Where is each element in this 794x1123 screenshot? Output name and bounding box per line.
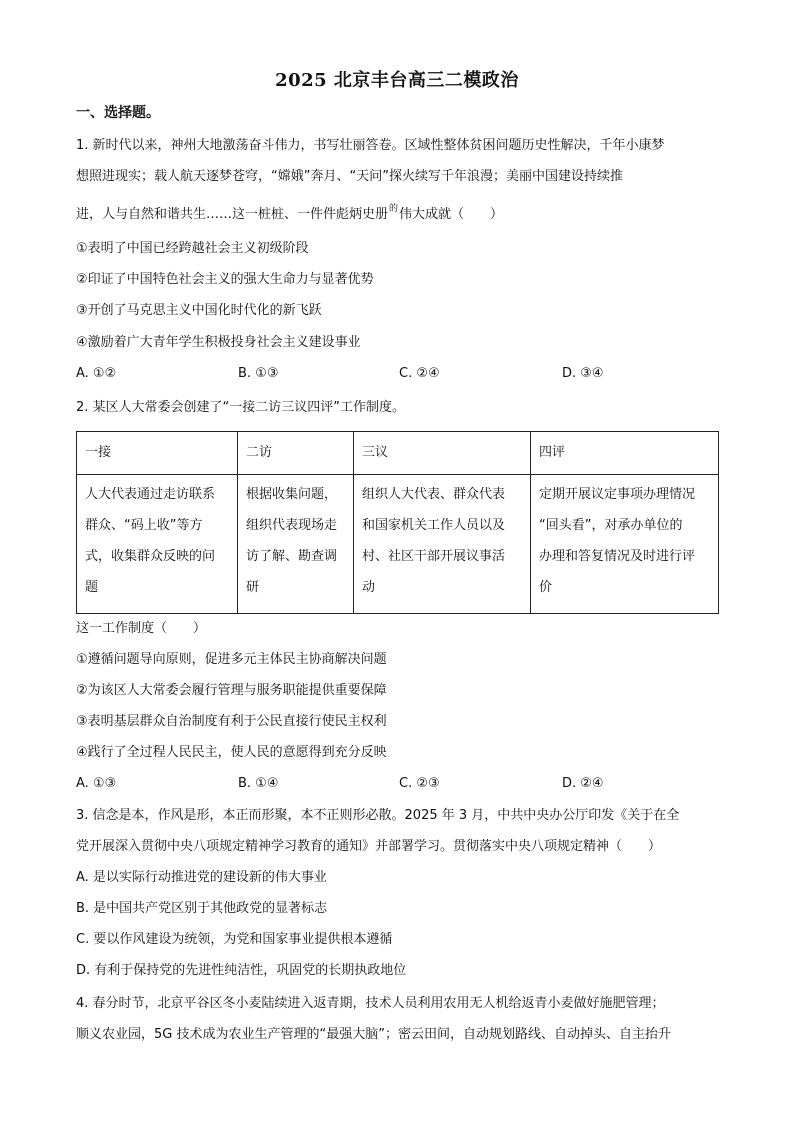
q1-stem-superscript: 的 bbox=[389, 204, 399, 214]
table-cell-line: 组织代表现场走 bbox=[246, 518, 338, 533]
q1-stem-text: 伟大成就（ ） bbox=[399, 207, 504, 222]
table-cell-line: 办理和答复情况及时进行评 bbox=[539, 549, 696, 564]
table-cell bbox=[77, 475, 238, 614]
q3-stem-line: 3. 信念是本，作风是形，本正而形聚，本不正则形必散。2025 年 3 月，中共中央办公厅印发《关于在全 bbox=[76, 808, 680, 823]
q2-question: 这一工作制度（ ） bbox=[76, 621, 207, 636]
q4-stem-line: 顺义农业园，5G 技术成为农业生产管理的“最强大脑”；密云田间，自动规划路线、自动掉头、自主抬升 bbox=[76, 1027, 671, 1042]
q3-choice-b[interactable]: B. 是中国共产党区别于其他政党的显著标志 bbox=[76, 901, 328, 916]
q4-stem-line: 4. 春分时节，北京平谷区冬小麦陆续进入返青期，技术人员利用农用无人机给返青小麦做好施肥管理； bbox=[76, 996, 665, 1011]
q2-item: ③表明基层群众自治制度有利于公民直接行使民主权利 bbox=[76, 714, 387, 729]
q2-option-c[interactable]: C. ②③ bbox=[399, 776, 440, 791]
q2-option-b[interactable]: B. ①④ bbox=[238, 776, 279, 791]
q1-option-d[interactable]: D. ③④ bbox=[562, 366, 604, 381]
work-system-table bbox=[76, 431, 719, 614]
table-header-cell: 一接 bbox=[77, 432, 238, 475]
table-cell-line: 定期开展议定事项办理情况 bbox=[539, 487, 696, 502]
q1-option-c[interactable]: C. ②④ bbox=[399, 366, 440, 381]
table-cell bbox=[238, 475, 354, 614]
table-cell-line: 访了解、勘查调 bbox=[246, 549, 338, 564]
table-cell-line: 式，收集群众反映的问 bbox=[85, 549, 216, 564]
q1-stem-text: 进，人与自然和谐共生……这一桩桩、一件件彪炳史册 bbox=[76, 207, 389, 222]
table-cell-line: 研 bbox=[246, 580, 260, 595]
q1-item: ④激励着广大青年学生积极投身社会主义建设事业 bbox=[76, 335, 361, 350]
table-cell-line: “回头看”，对承办单位的 bbox=[539, 518, 683, 533]
table-cell bbox=[354, 475, 531, 614]
q2-option-a[interactable]: A. ①③ bbox=[76, 776, 117, 791]
q2-stem: 2. 某区人大常委会创建了“一接二访三议四评”工作制度。 bbox=[76, 400, 406, 415]
q1-stem-line bbox=[76, 206, 726, 225]
q3-choice-d[interactable]: D. 有利于保持党的先进性纯洁性，巩固党的长期执政地位 bbox=[76, 963, 407, 978]
q1-item: ①表明了中国已经跨越社会主义初级阶段 bbox=[76, 241, 309, 256]
table-cell bbox=[531, 475, 719, 614]
section-heading: 一、选择题。 bbox=[76, 105, 160, 121]
q1-option-a[interactable]: A. ①② bbox=[76, 366, 117, 381]
table-header-cell: 三议 bbox=[354, 432, 531, 475]
table-cell-line: 群众、“码上收”等方 bbox=[85, 518, 203, 533]
table-cell-line: 和国家机关工作人员以及 bbox=[362, 518, 506, 533]
q2-item: ②为该区人大常委会履行管理与服务职能提供重要保障 bbox=[76, 683, 387, 698]
q3-choice-a[interactable]: A. 是以实际行动推进党的建设新的伟大事业 bbox=[76, 870, 327, 885]
table-header-cell: 二访 bbox=[238, 432, 354, 475]
table-cell-line: 组织人大代表、群众代表 bbox=[362, 487, 506, 502]
q2-item: ①遵循问题导向原则，促进多元主体民主协商解决问题 bbox=[76, 652, 387, 667]
page-title: 2025 北京丰台高三二模政治 bbox=[275, 70, 519, 91]
table-cell-line: 根据收集问题， bbox=[246, 487, 338, 502]
table-cell-line: 价 bbox=[539, 580, 553, 595]
q1-stem-line: 1. 新时代以来，神州大地激荡奋斗伟力，书写壮丽答卷。区域性整体贫困问题历史性解决，千年小康梦 bbox=[76, 138, 665, 153]
q1-stem-line: 想照进现实；载人航天逐梦苍穹，“嫦娥”奔月、“天问”探火续写千年浪漫；美丽中国建设持续推 bbox=[76, 169, 623, 184]
q3-stem-line: 党开展深入贯彻中央八项规定精神学习教育的通知》并部署学习。贯彻落实中央八项规定精神（ ） bbox=[76, 839, 662, 854]
table-row bbox=[77, 475, 719, 614]
q1-item: ②印证了中国特色社会主义的强大生命力与显著优势 bbox=[76, 272, 374, 287]
table-header-cell: 四评 bbox=[531, 432, 719, 475]
table-cell-line: 人大代表通过走访联系 bbox=[85, 487, 216, 502]
table-cell-line: 题 bbox=[85, 580, 99, 595]
table-cell-line: 动 bbox=[362, 580, 376, 595]
table-header-row bbox=[77, 432, 719, 475]
q2-options bbox=[76, 775, 726, 793]
q2-option-d[interactable]: D. ②④ bbox=[562, 776, 604, 791]
q1-option-b[interactable]: B. ①③ bbox=[238, 366, 279, 381]
q2-item: ④践行了全过程人民民主，使人民的意愿得到充分反映 bbox=[76, 745, 387, 760]
q3-choice-c[interactable]: C. 要以作风建设为统领，为党和国家事业提供根本遵循 bbox=[76, 932, 393, 947]
table-cell-line: 村、社区干部开展议事活 bbox=[362, 549, 506, 564]
q1-item: ③开创了马克思主义中国化时代化的新飞跃 bbox=[76, 303, 322, 318]
q1-options bbox=[76, 365, 726, 383]
